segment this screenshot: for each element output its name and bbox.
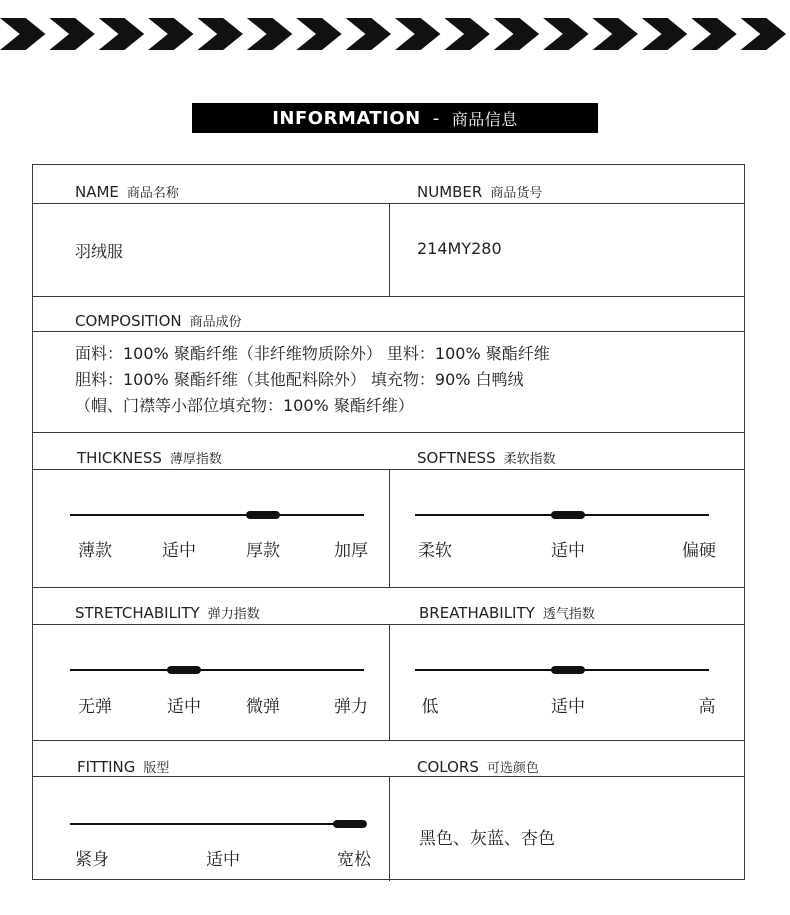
chevron-icon — [49, 18, 94, 50]
chevron-icon — [494, 18, 539, 50]
name-label: NAME 商品名称 — [75, 183, 179, 201]
chevron-icon — [247, 18, 292, 50]
composition-label: COMPOSITION 商品成份 — [75, 312, 242, 330]
thickness-scale-label: 厚款 — [246, 541, 280, 561]
softness-scale-label: 柔软 — [418, 541, 452, 561]
breathability-scale-label: 适中 — [551, 697, 585, 717]
breathability-knob — [551, 666, 585, 674]
banner-separator: - — [432, 107, 440, 129]
softness-scale-label: 适中 — [551, 541, 585, 561]
thickness-scale-label: 适中 — [162, 541, 196, 561]
chevron-icon — [148, 18, 193, 50]
chevron-icon — [642, 18, 687, 50]
stretchability-scale-label: 弹力 — [334, 697, 368, 717]
stretchability-knob — [167, 666, 201, 674]
banner-subtitle: 商品信息 — [451, 109, 518, 129]
chevron-icon — [741, 18, 786, 50]
chevron-icon — [593, 18, 638, 50]
softness-knob — [551, 511, 585, 519]
stretchability-scale-label: 适中 — [167, 697, 201, 717]
number-value: 214MY280 — [417, 239, 502, 258]
stretchability-scale-label: 微弹 — [246, 697, 280, 717]
chevron-icon — [346, 18, 391, 50]
colors-label: COLORS 可选颜色 — [417, 758, 539, 776]
chevron-icon — [444, 18, 489, 50]
chevron-icon — [99, 18, 144, 50]
chevron-icon — [543, 18, 588, 50]
stretchability-track — [70, 669, 364, 671]
breathability-scale-label: 低 — [421, 697, 439, 717]
fitting-knob — [333, 820, 367, 828]
chevron-band — [0, 14, 790, 54]
number-label: NUMBER 商品货号 — [417, 183, 543, 201]
composition-line: 胆料：100% 聚酯纤维（其他配料除外） 填充物：90% 白鸭绒 — [75, 370, 524, 389]
fitting-label: FITTING 版型 — [77, 758, 170, 776]
breathability-label: BREATHABILITY 透气指数 — [419, 604, 595, 622]
thickness-knob — [246, 511, 280, 519]
thickness-label: THICKNESS 薄厚指数 — [77, 449, 222, 467]
stretchability-scale-label: 无弹 — [78, 697, 112, 717]
thickness-scale-label: 薄款 — [78, 541, 112, 561]
composition-line: （帽、门襟等小部位填充物：100% 聚酯纤维） — [75, 396, 414, 415]
thickness-scale-label: 加厚 — [334, 541, 368, 561]
thickness-track — [70, 514, 364, 516]
breathability-scale-label: 高 — [698, 697, 716, 717]
composition-line: 面料：100% 聚酯纤维（非纤维物质除外） 里料：100% 聚酯纤维 — [75, 344, 550, 363]
chevron-icon — [691, 18, 736, 50]
info-banner — [192, 103, 598, 133]
fitting-scale-label: 紧身 — [75, 850, 109, 870]
colors-value: 黑色、灰蓝、杏色 — [419, 829, 555, 849]
fitting-track — [70, 823, 364, 825]
fitting-scale-label: 适中 — [206, 850, 240, 870]
chevron-icon — [198, 18, 243, 50]
chevron-icon — [296, 18, 341, 50]
banner-title: INFORMATION — [272, 107, 421, 129]
stretchability-label: STRETCHABILITY 弹力指数 — [75, 604, 260, 622]
chevron-icon — [0, 18, 45, 50]
softness-scale-label: 偏硬 — [682, 541, 716, 561]
softness-label: SOFTNESS 柔软指数 — [417, 449, 556, 467]
chevron-icon — [395, 18, 440, 50]
fitting-scale-label: 宽松 — [337, 850, 371, 870]
info-table — [32, 164, 745, 880]
name-value: 羽绒服 — [75, 242, 124, 261]
